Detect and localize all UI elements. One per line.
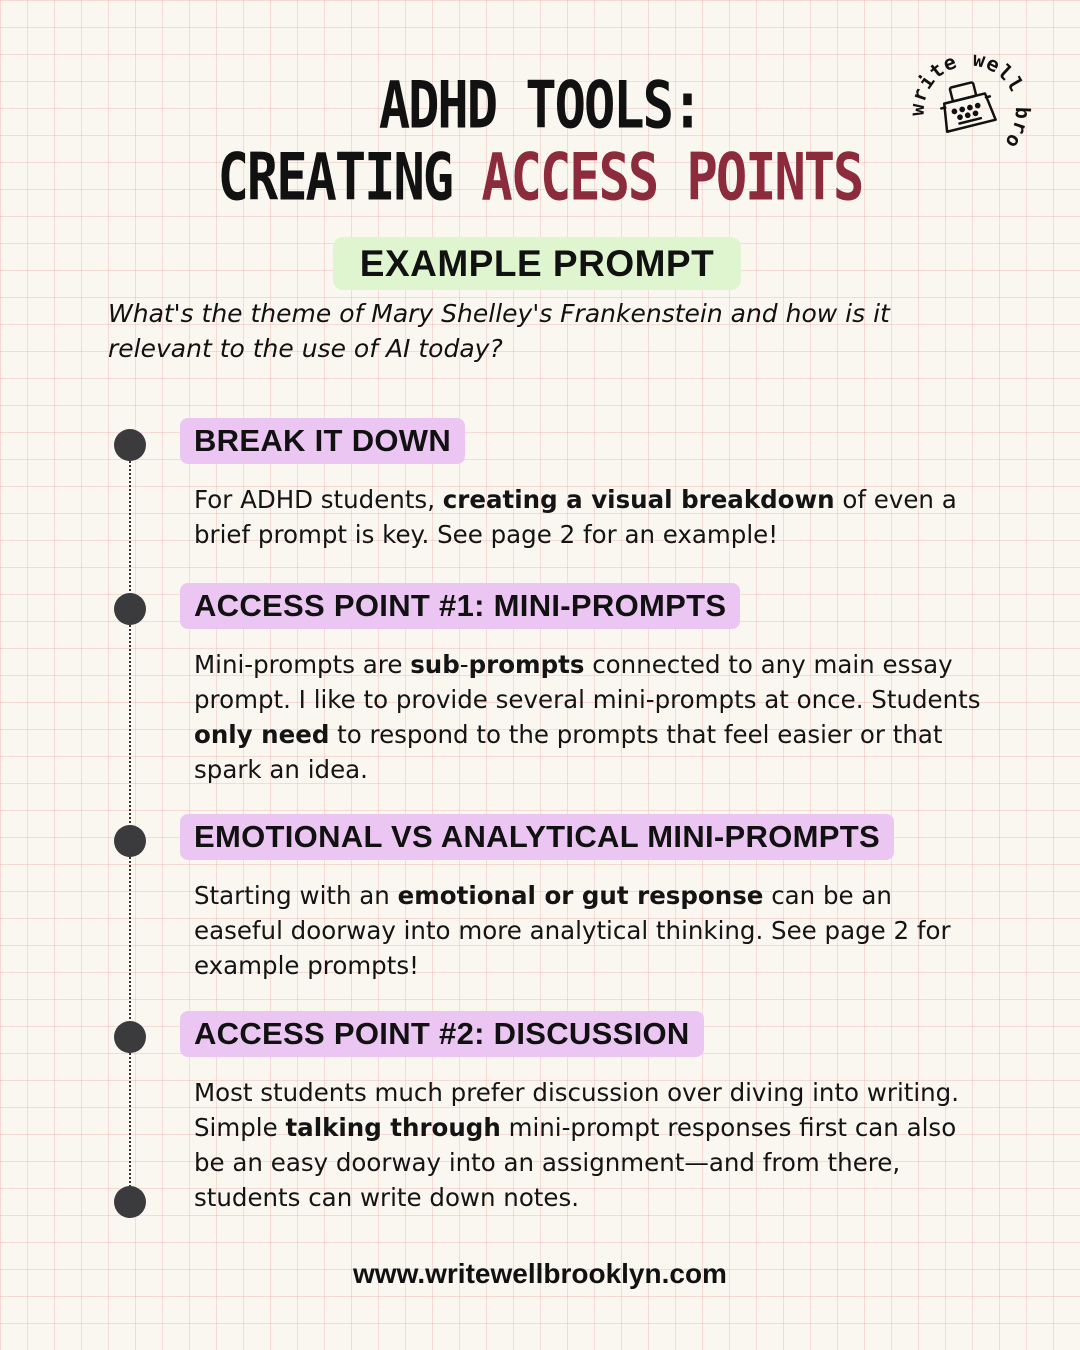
logo-arc-text: write well bro <box>904 46 1035 154</box>
section-body-break-it-down: For ADHD students, creating a visual breakdown of even a brief prompt is key. See page 2 for an example! <box>194 485 957 549</box>
section-body-discussion: Most students much prefer discussion over diving into writing. Simple talking through mini-prompt responses first can also be an easy doorway into an assignment—and from there, students can write down notes. <box>194 1078 960 1212</box>
typewriter-icon <box>937 79 996 132</box>
section-heading-emotional-vs-analytical: EMOTIONAL VS ANALYTICAL MINI-PROMPTS <box>180 814 894 860</box>
section-heading-break-it-down: BREAK IT DOWN <box>180 418 465 464</box>
brand-logo <box>898 36 1042 180</box>
title-accent-words: ACCESS POINTS <box>481 140 863 216</box>
footer-website-url[interactable]: www.writewellbrooklyn.com <box>353 1258 727 1289</box>
timeline-dotted-line <box>129 446 131 1202</box>
timeline-dot <box>114 1186 146 1218</box>
page-title-line-1: ADHD TOOLS: <box>378 68 702 144</box>
title-plain-word: CREATING <box>217 140 453 216</box>
brand-logo-graphic <box>898 36 1042 180</box>
section-body-emotional-vs-analytical: Starting with an emotional or gut response can be an easeful doorway into more analytical thinking. See page 2 for example prompts! <box>194 881 951 980</box>
section-body-mini-prompts: Mini-prompts are sub-prompts connected to any main essay prompt. I like to provide several mini-prompts at once. Students only need to respond to the prompts that feel easier or that spark an idea. <box>194 650 981 784</box>
section-heading-mini-prompts: ACCESS POINT #1: MINI-PROMPTS <box>180 583 740 629</box>
timeline-dot <box>114 825 146 857</box>
section-heading-discussion: ACCESS POINT #2: DISCUSSION <box>180 1011 704 1057</box>
svg-text:write well brooklyn <box>898 36 1035 154</box>
example-prompt-text: What's the theme of Mary Shelley's Frankenstein and how is it relevant to the use of AI today? <box>108 299 890 363</box>
example-prompt-label: EXAMPLE PROMPT <box>333 237 741 290</box>
timeline-dot <box>114 429 146 461</box>
timeline-dot <box>114 593 146 625</box>
timeline-dot <box>114 1021 146 1053</box>
